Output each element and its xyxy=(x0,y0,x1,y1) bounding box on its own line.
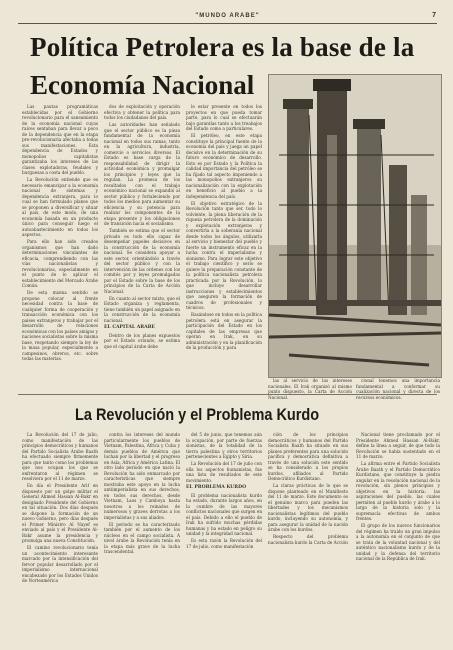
caption-text: cional tenemos una importancia fundamental a conformar su cualización nacional y directa de los recursos económicos. xyxy=(356,378,440,400)
paragraph: De esta misma sentido se propone colocar al frente necesidad contra la base de cualquier forma de cooperación y transacción económica con los países extranjeros y trabajar por el desarrollo de relaciones económicas con los países amigos y naciones socialistas sobre la misma base, respetando siempre la ley de la masa popular, especialmente a campesinos, obreros, etc. sobre todas las materias. xyxy=(22,290,98,361)
photo-caption-left xyxy=(268,378,352,400)
paragraph: Basándose en todos en la política petrolera está en asegurar la participación del Estado en los capitales de las empresas que operan en Irak, en su administración y en la planificación de la producción y para xyxy=(186,312,262,350)
paragraph: El objetivo estratégico de la Revolución tanto que ser, todo lo volviente, la plena liberación de la riqueza petrolera de la dominación y explotación extranjeras y convertirla a la soberanía nacional desde todos los ángulos, utilizarla al servicio y bienestar del pueblo y fuerte un instrumento eficaz en la lucha contra el imperialismo y sionismo. Para lograr este objetivo el trabajo científico y serio se quiere la preparación constante de la política nacionalista petrolera practicada por la Revolución, lo que incluye desarrollar instrucciones y establecimientos que aseguren la formación de cuadros de profesionales y técnicos. xyxy=(186,200,262,310)
paragraph: La claras prácticas de lo que se dispone planteado en el Manifiesto del 11 de marzo. Este documento es el genuino marco para pueden las libertades y los mecanismos nacionalistas legítimos del pueblo kurdo, incluyendo su autonomía, y para asegurar la unidad de la nación árabe con los kurdos. xyxy=(268,483,348,532)
kurdish-column-2 xyxy=(104,432,180,637)
paragraph: Las pautas programáticas establecidas por el Gobierno revolucionario para el saneamiento de la economía nacional cuyas raíces sentaban para llevar a poco de la dependencia que en la etapa pre-revolucionaria afectaba a todas sus manifestaciones. Esta dependencia de Estados y monopolios capitalistas garantizaba los intereses de las clases explotadoras, feudales y burguesas a costa del pueblo. xyxy=(22,104,98,175)
paragraph: La Revolución del 17 de julio con ella los aspectos humanistas, fue una lista de resultados de este movimiento. xyxy=(186,461,262,483)
page-number: 7 xyxy=(432,12,437,19)
paragraph: Las autoridades han señalado que el sector público es la pieza fundamental de la economía nacional en todos sus ramas, tanto en la agricultura, industria, comercio o servicios diversos. El Estado es base carga de la responsabilidad de dirigir la actividad económica y promulgar los principios y leyes que la regulan. La promesa de los resultados con el trabajo económico nacional se expandió al sector público y fortaleciendo por todos los medios para aumentar su eficiencia y su potencia para realizar los componentes de la etapa presente y los obligaciones de transición hacia el socialismo. xyxy=(104,122,180,226)
headline-kurdish-problem: La Revolución y el Problema Kurdo xyxy=(75,406,320,425)
paragraph: La Revolución del 17 de julio, como manifestación de las principios democráticos y humanos del Partido Socialista Árabe Baath ha efectuado siempre firmemente para que tanto como los problemas que nos ocupan los que se enfrentaron al régimen se resolviera por el 11 de marzo. xyxy=(22,432,98,481)
paragraph: El petróleo, en este etapa constituye la principal fuente de la economía del país y juega un papel decisivo en la determinación de su futuro económico de desarrollo. Esto es por Estado y la Política la calidad importancia del petróleo se ha fijado tal aspecto imponiendo a las monopolios extranjeros su nacionalización con la explotación en beneficio al pueblo a la independencia del país. xyxy=(186,133,262,199)
paragraph: El grupo de los nuevos funcionarios del régimen ha traído un gran impulso a la autonomía en el conjunto de que se trata de la voluntad nacional y del auténtico nacionalismo kurdo y de la unidad y la defensa del territorio nacional de la República de Irak. xyxy=(356,523,440,561)
paragraph: El camino revolucionario tenía un acontecimiento interesante marcado por la intensificación del fervor popular desarrollado por el imperialismo internacional encabezado por los Estados Unidos de Norteamérica xyxy=(22,545,98,583)
paragraph: El problema nacionalista kurdo ha estado, durante largos años, en la cumbre de las mayores conflictos nacionales que surgen en el país. Debido a ello el pueblo de Irak ha sufrido muchas pérdidas humanas y ha estado en peligro su unidad y la integridad nacional. xyxy=(186,492,263,536)
section-divider xyxy=(18,394,437,395)
paragraph: le estar presente en todos los proyectos en que pueda tomar parte, para lo cual se efectuarán bajo garantías tanto a los treabajos del Estado como a particulares. xyxy=(186,104,262,131)
kurdish-column-4 xyxy=(268,432,348,637)
kurdish-column-5 xyxy=(356,432,440,637)
paragraph: Nacional tiene proclamado por el Presidente Ahmed Hassan Al-Bakr, define la línea a seguir, de que todo la Revolución se había sustentado en el 11 de marzo. xyxy=(356,432,440,459)
paragraph: La Revolución entiende que es necesario emancipar a la economía nacional de sistemas y dependencia extranjera, para lo cual se han formulado planes que se proponen a diversificar y situar al país, de este modo, de una economía basada en un producto único para conseguir luego el autoabastecimiento en todos los aspectos. xyxy=(22,177,98,237)
headline-line-2: Economía Nacional xyxy=(30,70,255,100)
refinery-illustration xyxy=(269,75,441,377)
sub-heading: EL CAPITAL ARABE xyxy=(104,325,156,330)
headline-line-1: Política Petrolera es la base de la xyxy=(30,32,415,62)
kurdish-column-1 xyxy=(22,432,98,637)
paragraph: contra los intereses del mundo particularmente los pueblos de Vietnam, Palestina, África y Cuba y demás pueblos de América que luchan por la libertad y el progreso en Asia, África y América Latina. El otro lado periodo en que nació la Revolución ha sido enmarcado por características que siempre mostraba este apoyo en la lucha antiimperialista en sus derechos, en todos sus derechos, desde Vietnam, Laos y Camboya hasta nosotros a los reinados de numerosos y graves derrotas a los imperialistas y a sus aliados. xyxy=(104,432,180,520)
paragraph: En cuanto al sector mixto, que el Estado organiza y reglamenta, tiene también un papel asignado en la construcción de la economía nacional. xyxy=(104,295,180,323)
kurdish-column-3 xyxy=(186,432,262,637)
paragraph: En día el Presidente Arif en dispuesto por un golpe militar el General Ahmed Hassan Al-Bakr en designado Presidente del Gobierno en tal situación. Dos días después se dispone la formación de un nuevo Gobierno, pero días después el Primer Ministro Al Nayef es enviado al país y el Presidente Al-Bakr asume la presidencia y promulga una nueva Constitución. xyxy=(22,483,98,543)
paragraph: Respecto del problema nacionalista kurdo la Carta de Acción xyxy=(268,534,348,545)
paragraph: El periodo se ha caracterizado también por el aumento de los núcleos en el campo socialista. A nivel árabe la Revolución tenía en la etapa más grave de la lucha trascendental. xyxy=(104,521,180,554)
article-column-2 xyxy=(104,104,180,390)
paragraph: También se estima que el sector privado es todo ello capaz de desempeñar papeles decisivos en la construcción de la economía nacional. Se considera apoyar a este sector, orientándolo a través del sector público y con la intervención de las ordenes con los comités por y leyes promulgadas por el Estado sobre la base de los principios de la Carta de Acción Nacional. xyxy=(104,228,180,294)
paragraph: Es esta razón la Revolución del 17 de julio, como manifestación xyxy=(186,538,262,549)
article-column-3 xyxy=(186,104,262,390)
photo-caption-right xyxy=(356,378,440,400)
page-header xyxy=(18,13,437,24)
paragraph: Para ello han sido creados organismos que han dado determinaciones vinculantes de eficacia, comprendiendo con las vías nacionalistas y revolucionarias, especialmente en el punto de lo aplicar el establecimiento del Mercado Árabe Común. xyxy=(22,239,98,288)
paragraph: La afirma entre el Partido Socialista Árabe Baath y el Partido Democrático Kurdistano, que constituye la piedra angular en la resolución nacional de la revolución, sin plenos principios y objetivos en la historia: las aspiraciones del pueblo, las cuales permiten al pueblo kurdo y árabe a lo largo de la historia solo y la supremacía efectivas de ambos frentes. xyxy=(356,461,440,521)
refinery-photo xyxy=(268,74,442,378)
paragraph: del 5 de junio, que tenemos aún la ocupación, por parte de fuerzas sionistas, de la totalidad de la tierra palestina y otros territorios pertenecientes a Egipto y Siria. xyxy=(186,432,262,459)
sub-heading: EL PROBLEMA KURDO xyxy=(186,485,247,490)
publication-title: "MUNDO ARABE" xyxy=(195,13,260,19)
caption-text: las al servicio de las intereses nacionales. El Irak organizó al mismo punto dispuesto, la Carta de Acción Nacional. xyxy=(268,378,352,400)
paragraph: dos de exploitación y operación efectiva y obtener la política para todos los ciudadanos del país. xyxy=(104,104,180,120)
paragraph: ción de los principios democráticos y humanos del Partido Socialista Baath ha situado en sus planes preferentes para una solución pacífica y democrática definitiva a través de una solución este sentido se ha considerado a los propios kurdos, afiliados al Partido Democrático Kurdistano. xyxy=(268,432,348,481)
article-column-1 xyxy=(22,104,98,390)
paragraph: Dentro de los planes expuestos por el Estado oriundo, se estima que el capital árabe debe xyxy=(104,332,180,349)
